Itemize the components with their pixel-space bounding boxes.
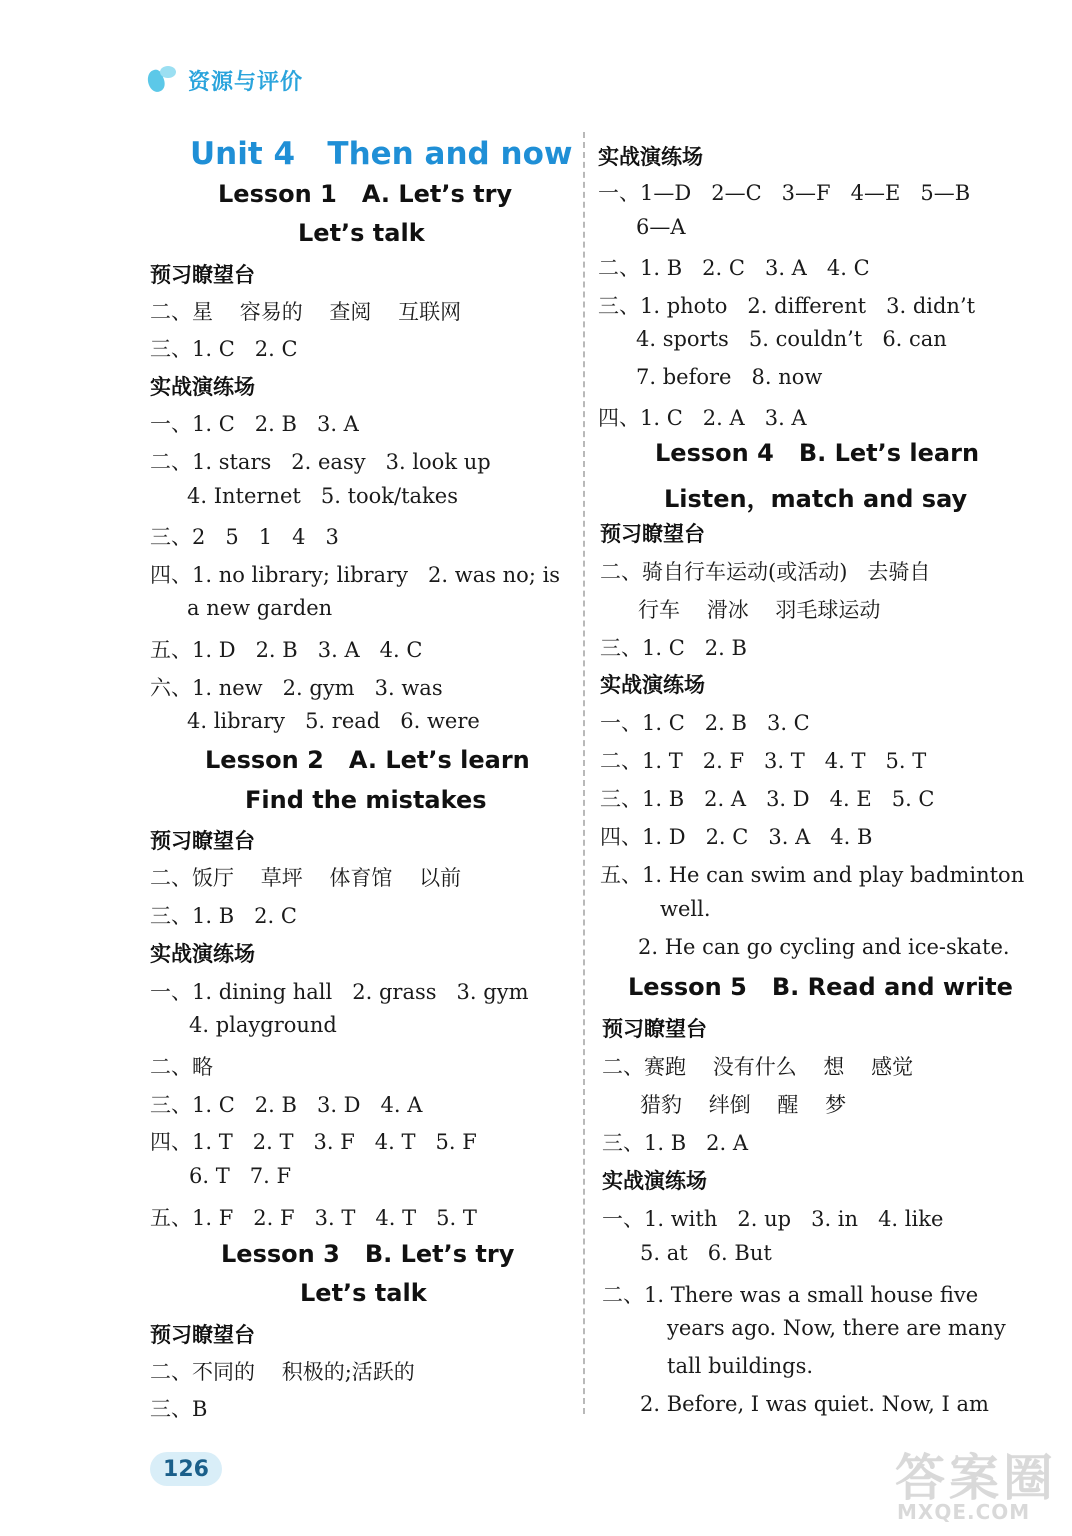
answer-line: 2. Before, I was quiet. Now, I am bbox=[640, 1392, 989, 1416]
answer-line: 六、1. new 2. gym 3. was bbox=[150, 676, 443, 700]
answer-line: 三、1. B 2. A bbox=[602, 1131, 749, 1155]
answer-line: 三、1. photo 2. different 3. didn’t bbox=[598, 294, 976, 318]
lesson-2-subtitle: Find the mistakes bbox=[245, 786, 487, 814]
answer-line: 4. sports 5. couldn’t 6. can bbox=[636, 327, 947, 351]
answer-line: 二、骑自行车运动(或活动) 去骑自 bbox=[600, 560, 931, 584]
unit-title: Unit 4 Then and now bbox=[190, 136, 573, 172]
answer-line: 三、1. B 2. A 3. D 4. E 5. C bbox=[600, 787, 935, 811]
section-practice: 实战演练场 bbox=[602, 1169, 707, 1193]
answer-line: tall buildings. bbox=[667, 1354, 814, 1378]
answer-line: 五、1. D 2. B 3. A 4. C bbox=[150, 638, 423, 662]
answer-line: 行车 滑冰 羽毛球运动 bbox=[638, 598, 881, 622]
answer-line: 二、1. T 2. F 3. T 4. T 5. T bbox=[600, 749, 927, 773]
watermark-url: MXQE.COM bbox=[897, 1500, 1031, 1524]
lesson-2-title: Lesson 2 A. Let’s learn bbox=[205, 746, 530, 774]
answer-line: 三、B bbox=[150, 1397, 208, 1421]
column-divider bbox=[583, 132, 585, 1414]
answer-line: 一、1—D 2—C 3—F 4—E 5—B bbox=[598, 181, 971, 205]
lesson-1-title: Lesson 1 A. Let’s try bbox=[218, 180, 513, 208]
answer-line: 四、1. no library; library 2. was no; is bbox=[150, 563, 561, 587]
lesson-5-title: Lesson 5 B. Read and write bbox=[628, 973, 1013, 1001]
answer-line: 4. Internet 5. took/takes bbox=[187, 484, 458, 508]
answer-line: well. bbox=[660, 897, 711, 921]
answer-line: 二、饭厅 草坪 体育馆 以前 bbox=[150, 866, 462, 890]
leaf-logo-icon bbox=[146, 64, 182, 96]
section-practice: 实战演练场 bbox=[598, 145, 703, 169]
answer-line: a new garden bbox=[187, 596, 333, 620]
answer-line: 2. He can go cycling and ice-skate. bbox=[638, 935, 1010, 959]
answer-line: 二、1. B 2. C 3. A 4. C bbox=[598, 256, 870, 280]
answer-line: 三、1. C 2. C bbox=[150, 337, 298, 361]
section-practice: 实战演练场 bbox=[150, 942, 255, 966]
section-preview: 预习瞭望台 bbox=[602, 1017, 707, 1041]
answer-line: 一、1. C 2. B 3. C bbox=[600, 711, 810, 735]
lesson-1-subtitle: Let’s talk bbox=[298, 219, 425, 247]
answer-line: 五、1. He can swim and play badminton bbox=[600, 863, 1025, 887]
answer-line: 三、2 5 1 4 3 bbox=[150, 525, 339, 549]
watermark-text: 答案圈 bbox=[895, 1449, 1057, 1507]
lesson-4-title: Lesson 4 B. Let’s learn bbox=[655, 439, 980, 467]
section-practice: 实战演练场 bbox=[600, 673, 705, 697]
answer-line: 四、1. T 2. T 3. F 4. T 5. F bbox=[150, 1130, 477, 1154]
answer-line: 二、1. stars 2. easy 3. look up bbox=[150, 450, 491, 474]
answer-line: 三、1. C 2. B 3. D 4. A bbox=[150, 1093, 423, 1117]
answer-line: 4. library 5. read 6. were bbox=[187, 709, 480, 733]
answer-line: 6. T 7. F bbox=[189, 1164, 292, 1188]
answer-line: 一、1. with 2. up 3. in 4. like bbox=[602, 1207, 944, 1231]
answer-line: 二、星 容易的 查阅 互联网 bbox=[150, 300, 462, 324]
section-preview: 预习瞭望台 bbox=[150, 263, 255, 287]
page-number: 126 bbox=[150, 1452, 222, 1486]
answer-line: 二、不同的 积极的;活跃的 bbox=[150, 1360, 415, 1384]
lesson-4-subtitle: Listen，match and say bbox=[664, 485, 968, 513]
answer-line: 一、1. dining hall 2. grass 3. gym bbox=[150, 980, 529, 1004]
answer-line: 4. playground bbox=[189, 1013, 337, 1037]
lesson-3-title: Lesson 3 B. Let’s try bbox=[221, 1240, 515, 1268]
answer-line: 二、赛跑 没有什么 想 感觉 bbox=[602, 1055, 914, 1079]
answer-line: 四、1. D 2. C 3. A 4. B bbox=[600, 825, 873, 849]
answer-line: 猎豹 绊倒 醒 梦 bbox=[640, 1093, 847, 1117]
answer-line: 三、1. C 2. B bbox=[600, 636, 747, 660]
watermark-logo bbox=[895, 1438, 1065, 1530]
answer-line: 6—A bbox=[636, 215, 686, 239]
answer-line: 四、1. C 2. A 3. A bbox=[598, 406, 807, 430]
lesson-3-subtitle: Let’s talk bbox=[300, 1279, 427, 1307]
answer-line: 二、1. There was a small house five bbox=[602, 1283, 979, 1307]
answer-line: 三、1. B 2. C bbox=[150, 904, 297, 928]
answer-line: 五、1. F 2. F 3. T 4. T 5. T bbox=[150, 1206, 477, 1230]
section-preview: 预习瞭望台 bbox=[150, 1323, 255, 1347]
answer-line: 二、略 bbox=[150, 1055, 213, 1079]
section-practice: 实战演练场 bbox=[150, 375, 255, 399]
brand-title: 资源与评价 bbox=[188, 69, 304, 95]
answer-line: 7. before 8. now bbox=[636, 365, 823, 389]
section-preview: 预习瞭望台 bbox=[600, 522, 705, 546]
page-header bbox=[146, 62, 303, 98]
answer-line: years ago. Now, there are many bbox=[667, 1316, 1006, 1340]
answer-line: 一、1. C 2. B 3. A bbox=[150, 412, 359, 436]
answer-line: 5. at 6. But bbox=[640, 1241, 772, 1265]
section-preview: 预习瞭望台 bbox=[150, 829, 255, 853]
